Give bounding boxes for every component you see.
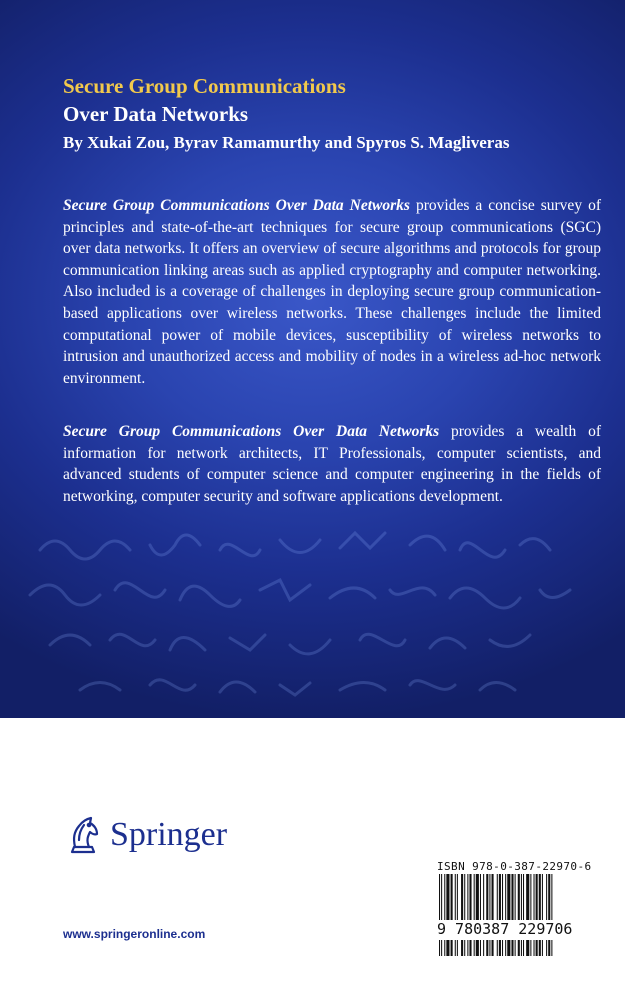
barcode-bar [530, 874, 531, 956]
barcode-bar [464, 874, 465, 956]
publisher-name: Springer [110, 816, 228, 853]
book-title: Secure Group Communications [63, 74, 346, 98]
barcode-bar [480, 874, 481, 956]
barcode-bar [551, 874, 552, 956]
barcode-bar [523, 874, 524, 956]
description-paragraph-1 [63, 195, 601, 389]
barcode-bar [474, 874, 475, 956]
description-1-title: Secure Group Communications Over Data Networks [63, 197, 410, 214]
barcode-bar [451, 874, 453, 956]
barcode-bar [476, 874, 479, 956]
barcode-bar [505, 874, 506, 956]
publisher-logo [60, 812, 227, 858]
barcode-bar [534, 874, 535, 956]
barcode-bar [521, 874, 522, 956]
barcode-bar [507, 874, 510, 956]
barcode-bar [489, 874, 490, 956]
barcode-bar [499, 874, 501, 956]
barcode-bar [457, 874, 458, 956]
isbn-label: ISBN 978-0-387-22970-6 [437, 860, 592, 873]
barcode-bar [526, 874, 529, 956]
barcode-bar [486, 874, 488, 956]
barcode-bar [483, 874, 484, 956]
book-authors: By Xukai Zou, Byrav Ramamurthy and Spyros S. Magliveras [63, 133, 510, 152]
barcode-bar [518, 874, 520, 956]
barcode-bar [548, 874, 550, 956]
springer-knight-icon [60, 812, 106, 858]
barcode-bar [441, 874, 442, 956]
description-1-text: provides a concise survey of principles and state-of-the-art techniques for secure group communications (SGC) over data networks. It offers an overview of secure algorithms and protocols for group communication linking areas such as applied cryptography and computer networking. Also included is a coverage of challenges in deploying secure group communication-based applications over wireless networks. These challenges include the limited computational power of mobile devices, susceptibility of wireless networks to intrusion and unauthorized access and mobility of nodes in a wireless ad-hoc network environment. [63, 197, 601, 387]
barcode-bar [542, 874, 543, 956]
barcode-bar [536, 874, 538, 956]
manuscript-background-art [20, 520, 600, 710]
barcode-bar [515, 874, 516, 956]
description-2-title: Secure Group Communications Over Data Networks [63, 423, 440, 440]
book-subtitle: Over Data Networks [63, 102, 249, 126]
barcode-bar [467, 874, 468, 956]
barcode-bar [461, 874, 463, 956]
barcode-bar [546, 874, 547, 956]
publisher-website: www.springeronline.com [63, 927, 206, 941]
barcode-bar [539, 874, 541, 956]
barcode-bar [497, 874, 498, 956]
barcode-bar [511, 874, 513, 956]
barcode-bar [502, 874, 503, 956]
barcode [437, 874, 589, 956]
description-paragraph-2 [63, 421, 601, 507]
barcode-bar [439, 874, 440, 956]
barcode-bar [469, 874, 471, 956]
barcode-bar [455, 874, 456, 956]
barcode-bar [446, 874, 449, 956]
barcode-number: 9 780387 229706 [437, 920, 589, 940]
barcode-bar [444, 874, 445, 956]
description-2-text: provides a wealth of information for network architects, IT Professionals, computer scientists, and advanced students of computer science and computer engineering in the fields of networking, computer security and software applications development. [63, 423, 601, 505]
barcode-bar [492, 874, 494, 956]
